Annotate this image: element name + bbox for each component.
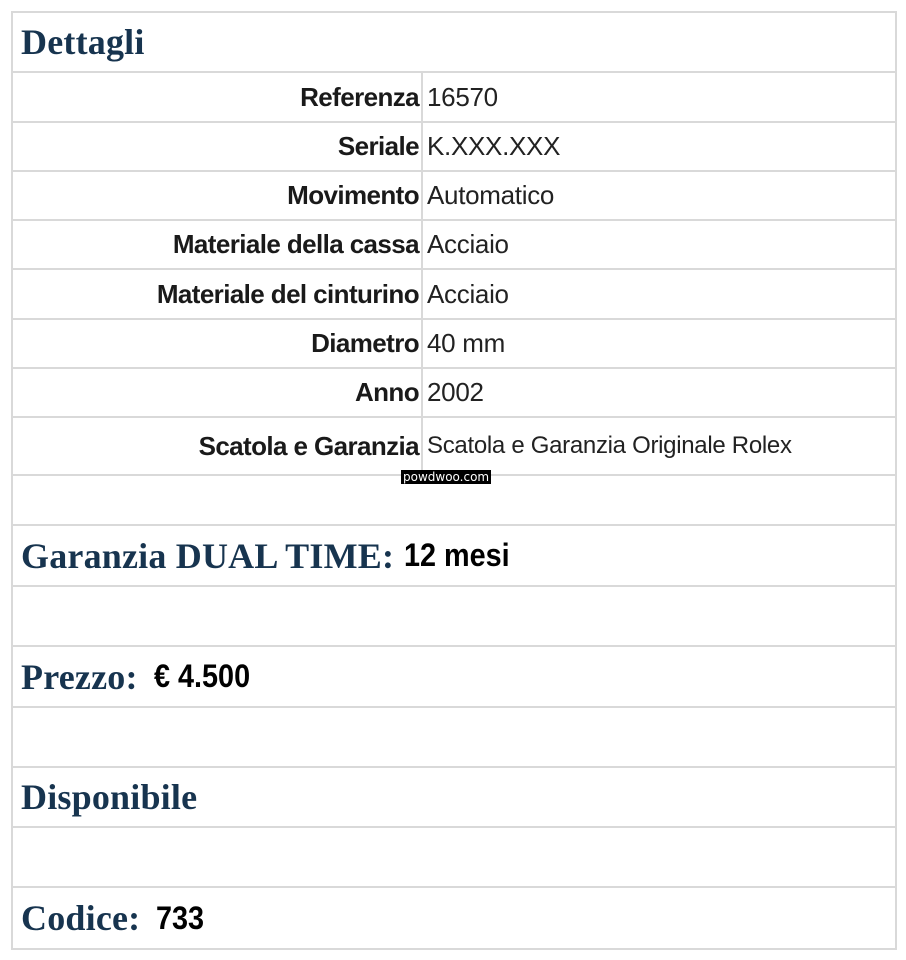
spacer-row xyxy=(13,828,895,888)
detail-label: Materiale del cinturino xyxy=(156,278,419,309)
price-row xyxy=(13,647,895,708)
spacer-row xyxy=(13,587,895,647)
detail-row-scatola-garanzia xyxy=(13,418,895,476)
detail-value: K.XXX.XXX xyxy=(427,131,561,161)
detail-row-movimento xyxy=(13,172,895,221)
price-value: € 4.500 xyxy=(153,658,250,694)
code-label: Codice: xyxy=(21,898,141,938)
details-title: Dettagli xyxy=(21,22,145,62)
availability-label: Disponibile xyxy=(21,777,198,817)
detail-value: Acciaio xyxy=(427,278,509,309)
detail-value: 16570 xyxy=(427,81,498,112)
spacer-row xyxy=(13,708,895,768)
detail-value: 2002 xyxy=(427,377,484,407)
detail-row-anno xyxy=(13,369,895,418)
detail-row-diametro xyxy=(13,320,895,369)
detail-row-materiale-cassa xyxy=(13,221,895,270)
detail-row-referenza xyxy=(13,73,895,123)
detail-value: Automatico xyxy=(427,180,555,210)
price-label: Prezzo: xyxy=(21,656,138,697)
warranty-label: Garanzia DUAL TIME: xyxy=(21,535,395,576)
code-value: 733 xyxy=(156,899,205,936)
watermark-label: powdwoo.com xyxy=(403,470,490,484)
detail-label: Seriale xyxy=(337,131,419,161)
detail-row-materiale-cinturino xyxy=(13,270,895,320)
warranty-row xyxy=(13,526,895,587)
warranty-value: 12 mesi xyxy=(404,537,510,573)
detail-value: Acciaio xyxy=(427,229,509,259)
detail-value: 40 mm xyxy=(427,328,505,358)
detail-label: Referenza xyxy=(300,81,419,112)
availability-row xyxy=(13,768,895,828)
detail-label: Movimento xyxy=(287,180,419,210)
detail-label: Scatola e Garanzia xyxy=(198,430,419,461)
detail-label: Materiale della cassa xyxy=(172,229,419,259)
detail-row-seriale xyxy=(13,123,895,172)
detail-value: Scatola e Garanzia Originale Rolex xyxy=(427,432,792,459)
detail-label: Anno xyxy=(354,377,419,407)
details-header-row xyxy=(13,13,895,73)
detail-label: Diametro xyxy=(311,328,419,358)
code-row xyxy=(13,888,895,948)
